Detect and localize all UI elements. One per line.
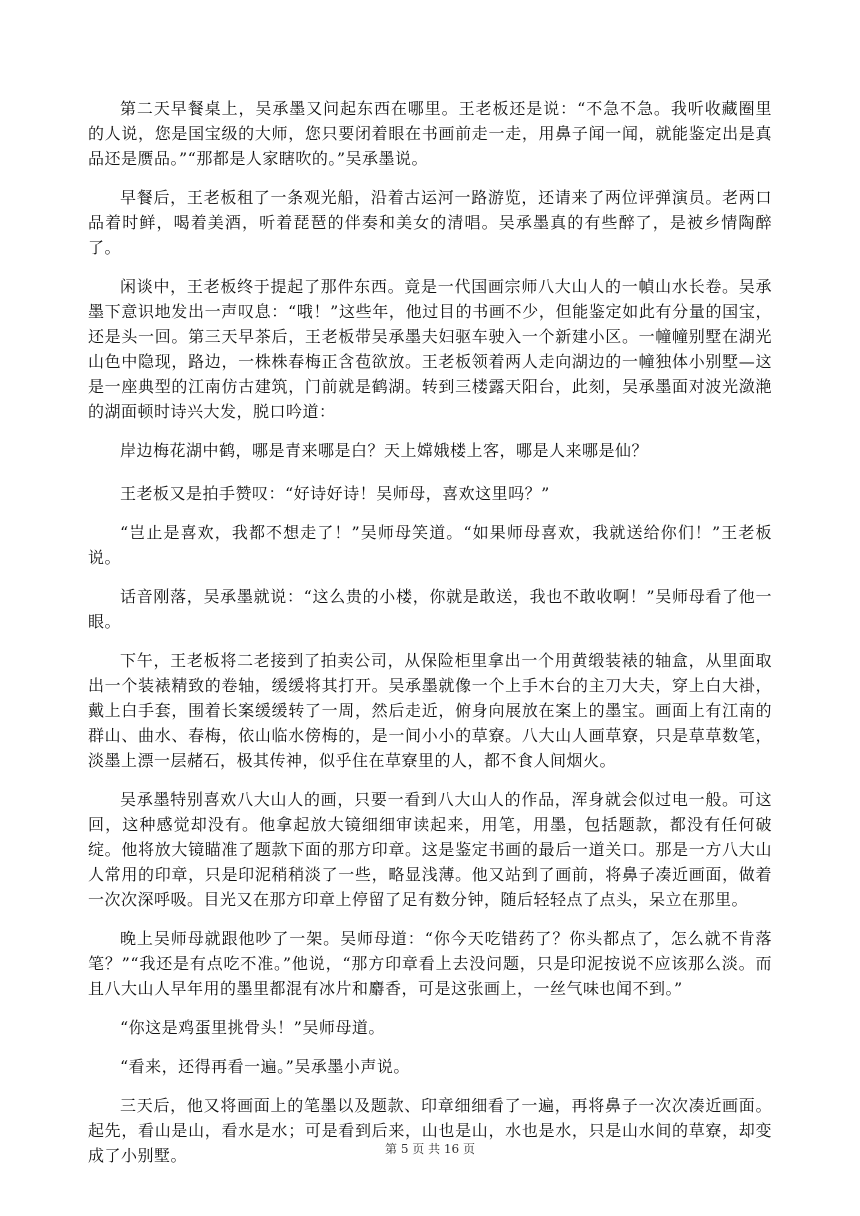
paragraph-8: 下午，王老板将二老接到了拍卖公司，从保险柜里拿出一个用黄缎装裱的轴盒，从里面取出一个装裱精致的卷轴，缓缓将其打开。吴承墨就像一个上手木台的主刀大夫，穿上白大褂，戴上白手套，围着长案缓缓转了一周，然后走近，俯身向展放在案上的墨宝。画面上有江南的群山、曲水、春梅，依山临水傍梅的，是一间小小的草寮。八大山人画草寮，只是草草数笔，淡墨上漂一层赭石，极其传神，似乎住在草寮里的人，都不食人间烟火。 bbox=[88, 651, 772, 770]
paragraph-7: 话音刚落，吴承墨就说：“这么贵的小楼，你就是敢送，我也不敢收啊！”吴师母看了他一眼。 bbox=[88, 587, 772, 631]
page-number-footer: 第 5 页 共 16 页 bbox=[385, 1142, 475, 1156]
paragraph-12: “看来，还得再看一遍。”吴承墨小声说。 bbox=[120, 1057, 410, 1076]
paragraph-11: “你这是鸡蛋里挑骨头！”吴师母道。 bbox=[120, 1018, 385, 1037]
paragraph-9: 吴承墨特别喜欢八大山人的画，只要一看到八大山人的作品，浑身就会似过电一般。可这回，这种感觉却没有。他拿起放大镜细细审读起来，用笔，用墨，包括题款，都没有任何破绽。他将放大镜瞄准了题款下面的那方印章。这是鉴定书画的最后一道关口。那是一方八大山人常用的印章，只是印泥稍稍淡了一些，略显浅薄。他又站到了画前，将鼻子凑近画面，做着一次次深呼吸。目光又在那方印章上停留了足有数分钟，随后轻轻点了点头，呆立在那里。 bbox=[88, 790, 772, 909]
paragraph-2: 早餐后，王老板租了一条观光船，沿着古运河一路游览，还请来了两位评弹演员。老两口品着时鲜，喝着美酒，听着琵琶的伴奏和美女的清唱。吴承墨真的有些醉了，是被乡情陶醉了。 bbox=[88, 188, 772, 257]
paragraph-6: “岂止是喜欢，我都不想走了！”吴师母笑道。“如果师母喜欢，我就送给你们！”王老板说。 bbox=[88, 523, 772, 567]
paragraph-13: 三天后，他又将画面上的笔墨以及题款、印章细细看了一遍，再将鼻子一次次凑近画面。起先，看山是山，看水是水；可是看到后来，山也是山，水也是水，只是山水间的草寮，却变成了小别墅。 bbox=[88, 1096, 772, 1165]
paragraph-3: 闲谈中，王老板终于提起了那件东西。竟是一代国画宗师八大山人的一幀山水长卷。吴承墨下意识地发出一声叹息：“哦！”这些年，他过目的书画不少，但能鉴定如此有分量的国宝，还是头一回。第三天早茶后，王老板带吴承墨夫妇驱车驶入一个新建小区。一幢幢别墅在湖光山色中隐现，路边，一株株春梅正含苞欲放。王老板领着两人走向湖边的一幢独体小别墅—这是一座典型的江南仿古建筑，门前就是鹤湖。转到三楼露天阳台，此刻，吴承墨面对波光潋滟的湖面顿时诗兴大发，脱口吟道： bbox=[88, 277, 772, 421]
paragraph-10: 晚上吴师母就跟他吵了一架。吴师母道：“你今天吃错药了？你头都点了，怎么就不肯落笔？”“我还是有点吃不准。”他说，“那方印章看上去没问题，只是印泥按说不应该那么淡。而且八大山人早年用的墨里都混有冰片和麝香，可是这张画上，一丝气味也闻不到。” bbox=[88, 929, 772, 998]
paragraph-5: 王老板又是拍手赞叹：“好诗好诗！吴师母，喜欢这里吗？” bbox=[120, 484, 550, 503]
document-body bbox=[88, 96, 772, 1182]
poem-line: 岸边梅花湖中鹤，哪是青来哪是白？天上嫦娥楼上客，哪是人来哪是仙？ bbox=[120, 441, 649, 460]
paragraph-1: 第二天早餐桌上，吴承墨又问起东西在哪里。王老板还是说：“不急不急。我听收藏圈里的人说，您是国宝级的大师，您只要闭着眼在书画前走一走，用鼻子闻一闻，就能鉴定出是真品还是赝品。”“那都是人家瞎吹的。”吴承墨说。 bbox=[88, 99, 772, 168]
